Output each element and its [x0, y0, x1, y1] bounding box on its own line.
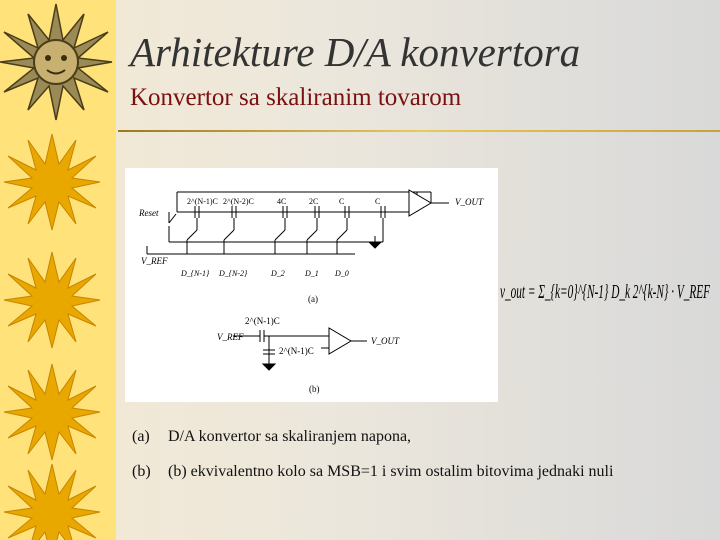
- page-title: Arhitekture D/A konvertora: [130, 29, 581, 75]
- b-cap-top-label: 2^(N-1)C: [245, 316, 280, 326]
- reset-label: Reset: [139, 208, 159, 218]
- bit-label: D_1: [305, 269, 319, 278]
- capacitor-label: 4C: [277, 197, 287, 206]
- captions: [132, 426, 702, 496]
- decorative-sidebar: [0, 0, 116, 540]
- sun-icon: [4, 464, 100, 540]
- circuit-figure: [125, 168, 498, 402]
- bit-labels: [180, 269, 349, 278]
- output-formula: [498, 258, 716, 324]
- caption-b: (b) (b) ekvivalentno kolo sa MSB=1 i svim ostalim bitovima jednaki nuli: [132, 463, 614, 480]
- capacitor-label: C: [339, 197, 345, 206]
- bit-label: D_{N-2}: [219, 269, 248, 278]
- sun-icon: [4, 364, 100, 460]
- capacitor-label: 2^(N-1)C: [187, 197, 218, 206]
- capacitor-label: 2^(N-2)C: [223, 197, 254, 206]
- bit-label: D_0: [335, 269, 349, 278]
- sun-icon: [4, 252, 100, 348]
- capacitor-labels: [187, 197, 380, 206]
- title-divider: [118, 130, 720, 132]
- figure-a-label: (a): [308, 294, 318, 304]
- caption-a: (a) D/A konvertor sa skaliranjem napona,: [132, 428, 412, 445]
- bit-label: D_2: [271, 269, 285, 278]
- vout-label: V_OUT: [455, 197, 484, 207]
- capacitor-label: 2C: [309, 197, 319, 206]
- vref-label: V_REF: [141, 256, 168, 266]
- figure-b-label: (b): [309, 384, 320, 394]
- formula-text: v_out = Σ_{k=0}^{N-1} D_k 2^{k-N} · V_REF: [500, 281, 711, 303]
- sun-icon: [4, 134, 100, 230]
- page-subtitle: Konvertor sa skaliranim tovarom: [130, 84, 462, 111]
- b-cap-bottom-label: 2^(N-1)C: [279, 346, 314, 356]
- capacitor-label: C: [375, 197, 381, 206]
- sun-face-icon: [0, 4, 112, 120]
- bit-label: D_{N-1}: [181, 269, 210, 278]
- b-vout-label: V_OUT: [371, 336, 400, 346]
- b-vref-label: V_REF: [217, 332, 244, 342]
